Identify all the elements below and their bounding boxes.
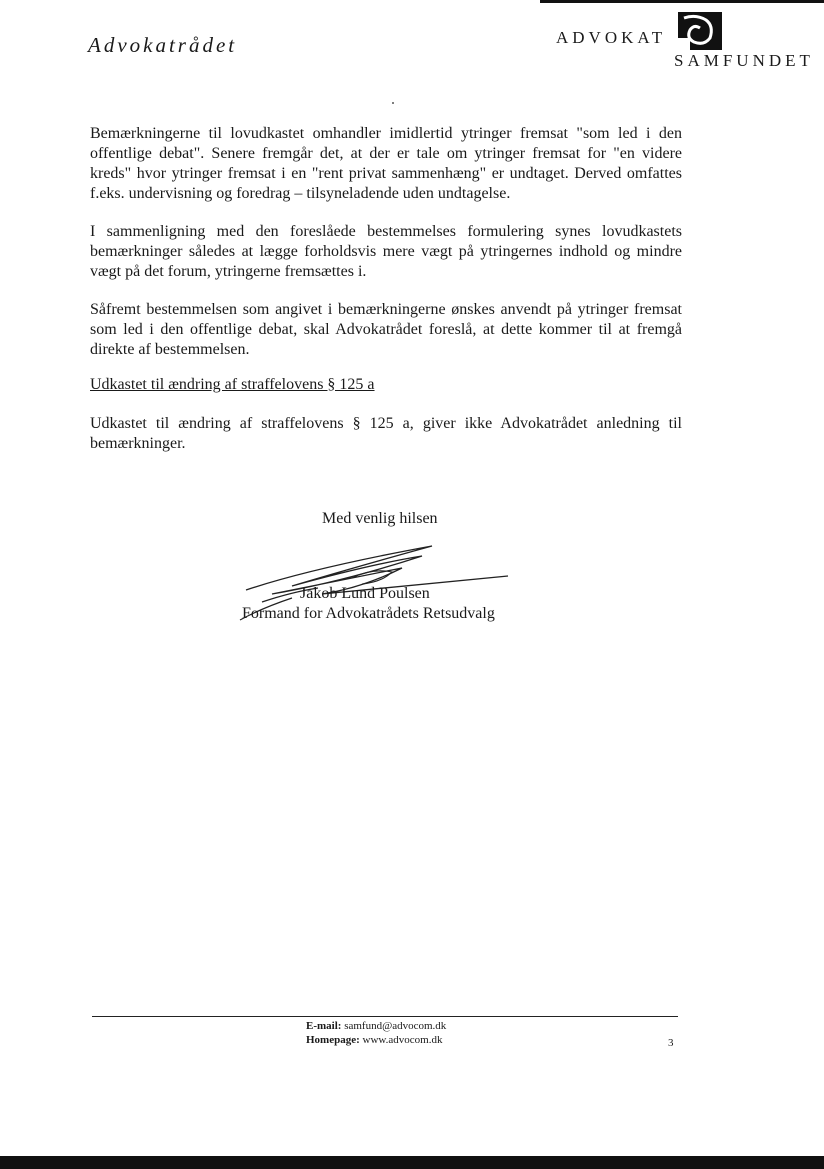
section-heading: Udkastet til ændring af straffelovens § 125 a bbox=[90, 376, 375, 393]
footer-homepage-label: Homepage: bbox=[306, 1034, 360, 1046]
body-paragraph-4: Udkastet til ændring af straffelovens § 125 a, giver ikke Advokatrådet anledning til bemærkninger. bbox=[90, 415, 682, 452]
footer-email-value: samfund@advocom.dk bbox=[344, 1020, 447, 1032]
advokatsamfundet-logo-icon bbox=[676, 10, 724, 57]
footer-email-label: E-mail: bbox=[306, 1020, 342, 1032]
footer-divider bbox=[92, 1016, 678, 1017]
signatory-name: Jakob Lund Poulsen bbox=[300, 585, 430, 602]
top-border-line bbox=[540, 0, 824, 3]
closing-greeting: Med venlig hilsen bbox=[322, 510, 438, 527]
scan-speck bbox=[392, 102, 394, 104]
page-number: 3 bbox=[668, 1037, 674, 1049]
signatory-title: Formand for Advokatrådets Retsudvalg bbox=[242, 605, 495, 622]
footer-email bbox=[306, 1020, 446, 1032]
body-paragraph-2: I sammenligning med den foreslåede bestemmelses formulering synes lovudkastets bemærkninger således at lægge forholdsvis mere vægt på ytringernes indhold og mindre vægt på det forum, ytringerne fremsættes i. bbox=[90, 223, 682, 280]
logo-text-top: ADVOKAT bbox=[556, 28, 667, 47]
scan-bottom-border bbox=[0, 1156, 824, 1169]
body-paragraph-1: Bemærkningerne til lovudkastet omhandler imidlertid ytringer fremsat "som led i den offentlige debat". Senere fremgår det, at der er tale om ytringer fremsat for "en videre kreds" hvor ytringer fremsat i en "rent privat sammenhæng" er undtaget. Derved omfattes f.eks. undervisning og foredrag – tilsyneladende uden undtagelse. bbox=[90, 125, 682, 202]
logo-text-bottom: SAMFUNDET bbox=[674, 51, 814, 70]
body-paragraph-3: Såfremt bestemmelsen som angivet i bemærkningerne ønskes anvendt på ytringer fremsat som led i den offentlige debat, skal Advokatrådet foreslå, at dette kommer til at fremgå direkte af bestemmelsen. bbox=[90, 301, 682, 358]
header-title: Advokatrådet bbox=[88, 33, 238, 57]
footer-homepage-value: www.advocom.dk bbox=[362, 1034, 443, 1046]
footer-homepage bbox=[306, 1034, 442, 1046]
